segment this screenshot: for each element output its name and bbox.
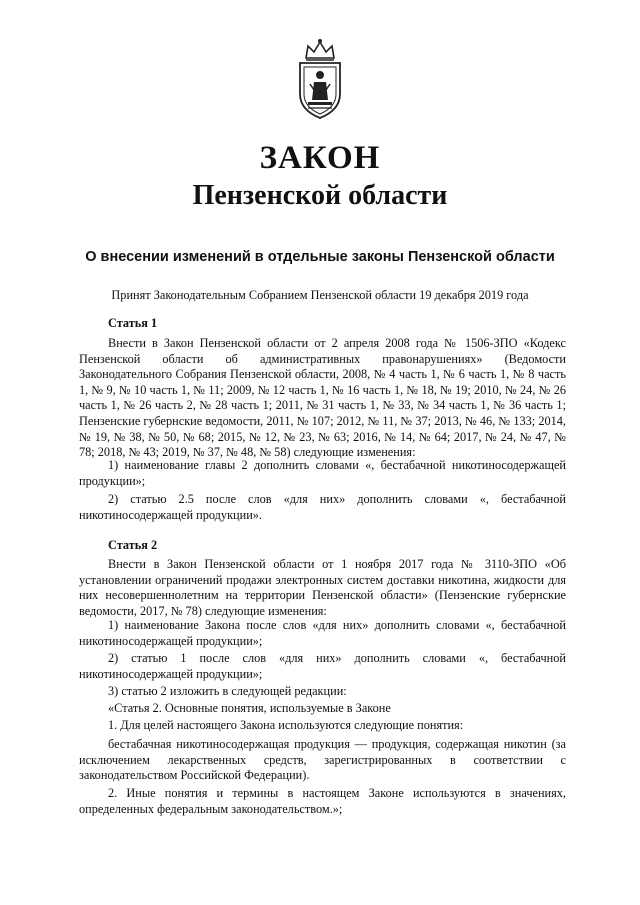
article-1-heading: Статья 1: [108, 316, 158, 330]
article-2-item-2: 2) статью 1 после слов «для них» дополнить словами «, бестабачной никотиносодержащей продукции»;: [79, 651, 566, 681]
article-1-item-1: 1) наименование главы 2 дополнить словами «, бестабачной никотиносодержащей продукции»;: [79, 458, 566, 488]
article-2-definition: бестабачная никотиносодержащая продукция — продукция, содержащая никотин (за исключением лекарственных средств, зарегистрированных в соответствии с законодательством Российской Федерации).: [79, 737, 566, 783]
article-2-quote-heading: «Статья 2. Основные понятия, используемые в Законе: [108, 701, 391, 715]
document-region: Пензенской области: [192, 180, 448, 211]
article-1-intro: Внести в Закон Пензенской области от 2 апреля 2008 года № 1506-ЗПО «Кодекс Пензенской области об административных правонарушениях» (Ведомости Законодательного Собрания Пензенской области, 2008, № 4 часть 1, № 6 часть 1, № 8 часть 1, № 9, № 10 часть 1, № 11; 2009, № 12 часть 1, № 16 часть 1, № 18, № 19; 2010, № 24, № 26 часть 1, № 26 часть 2, № 28 часть 1; 2011, № 31 часть 1, № 33, № 34 часть 1, № 36 часть 1; Пензенские губернские ведомости, 2011, № 107; 2012, № 11, № 37; 2013, № 46, № 133; 2014, № 19, № 38, № 50, № 68; 2015, № 12, № 23, № 63; 2016, № 14, № 64; 2017, № 24, № 47, № 78; 2018, № 43; 2019, № 37, № 48, № 58) следующие изменения:: [79, 336, 566, 460]
article-2-item-1: 1) наименование Закона после слов «для них» дополнить словами «, бестабачной никотиносодержащей продукции»;: [79, 618, 566, 648]
article-2-heading: Статья 2: [108, 538, 158, 552]
article-2-item-3: 3) статью 2 изложить в следующей редакции:: [108, 684, 347, 698]
document-title: ЗАКОН: [259, 140, 381, 176]
adoption-line: Принят Законодательным Собранием Пензенской области 19 декабря 2019 года: [111, 288, 529, 302]
law-subject: О внесении изменений в отдельные законы Пензенской области: [85, 249, 555, 265]
article-2-definitions-intro: 1. Для целей настоящего Закона используются следующие понятия:: [108, 718, 464, 732]
article-2-intro: Внести в Закон Пензенской области от 1 ноября 2017 года № 3110-ЗПО «Об установлении ограничений продажи электронных систем доставки никотина, жидкости для них несовершеннолетним на территории Пензенской области» (Пензенские губернские ведомости, 2017, № 78) следующие изменения:: [79, 557, 566, 618]
coat-of-arms-icon: [288, 38, 352, 122]
article-2-other-terms: 2. Иные понятия и термины в настоящем Законе используются в значениях, определенных федеральным законодательством.»;: [79, 786, 566, 816]
article-1-item-2: 2) статью 2.5 после слов «для них» дополнить словами «, бестабачной никотиносодержащей продукции».: [79, 492, 566, 522]
